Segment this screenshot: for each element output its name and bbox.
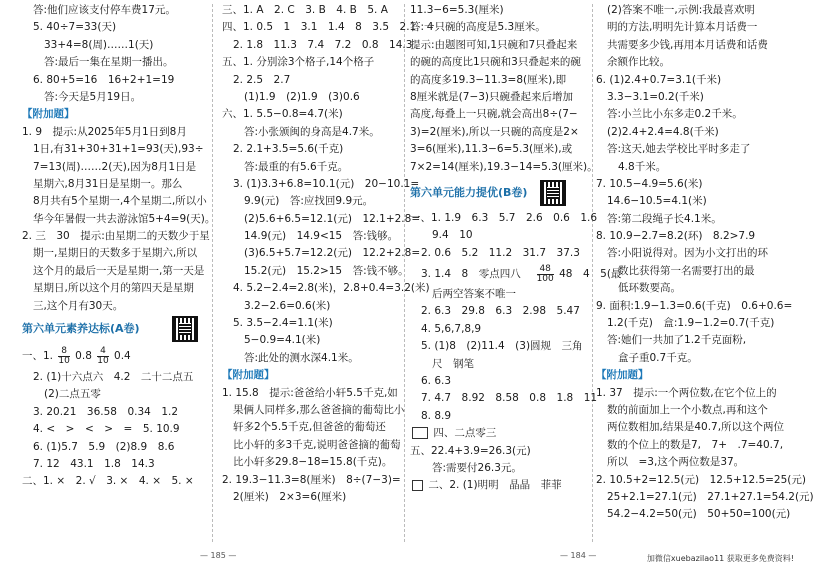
unit-title — [410, 176, 588, 210]
text-line: 共需要多少钱,再用本月话费和话费 — [607, 38, 768, 51]
text-line: 2. 2.1+3.5=5.6(千克) — [233, 143, 344, 156]
decimal-value: 0.4 — [114, 350, 131, 363]
text-line: 6. 80+5=16 16+2+1=19 — [33, 73, 175, 86]
checkbox-icon — [412, 480, 423, 491]
answer-column-1 — [22, 2, 216, 540]
text-line: 轩多2个5.5千克,但爸爸的葡萄还 — [233, 421, 386, 434]
text-line: 7. 10.5−4.9=5.6(米) — [596, 177, 703, 190]
text-line: 14.9(元) 14.9<15 答:钱够。 — [244, 230, 399, 243]
text-line: 一、1. 1.9 6.3 5.7 2.6 0.6 1.6 — [410, 211, 598, 224]
text-line: 答:最重的有5.6千克。 — [244, 160, 349, 173]
text-line: (2)答案不唯一,示例:我最喜欢明 — [607, 4, 755, 16]
answer-column-4 — [596, 2, 814, 540]
text-line: 2. 2.5 2.7 — [233, 73, 291, 86]
text-line: 数比获得第一名需要打出的最 — [618, 264, 755, 277]
text-line: 4.8千米。 — [618, 160, 667, 173]
watermark-text: 加微信xuebazilao11 获取更多免费资料! — [646, 554, 794, 563]
section-heading: 【附加题】 — [596, 369, 649, 382]
text-line — [410, 425, 588, 442]
fraction: $\frac{48}{100}$ — [536, 263, 554, 284]
text-line: 2(厘米) 2×3=6(厘米) — [233, 490, 347, 503]
decimal-value: 0.8 — [75, 350, 92, 363]
text-line: 三,这个月有30天。 — [33, 299, 124, 312]
text-line: 高度,每叠上一只碗,就会高出8÷(7− — [410, 108, 578, 121]
text-line: 二、1. × 2. √ 3. × 4. × 5. × — [22, 475, 194, 488]
text-line: 星期日,所以这个月的第四天是星期 — [33, 282, 194, 295]
text-line: 明的方法,明明先计算本月话费一 — [607, 21, 758, 34]
answer-text: 48 4 5(最 — [559, 268, 622, 281]
text-line: 1. 9 提示:从2025年5月1日到8月 — [22, 125, 187, 138]
text-line — [410, 477, 588, 494]
answer-column-3 — [410, 2, 622, 540]
text-line: 2. (1)十六点六 4.2 二十二点五 — [33, 371, 194, 384]
text-line: 7×2=14(厘米),19.3−14=5.3(厘米)。 — [410, 160, 598, 173]
text-line: 15.2(元) 15.2>15 答:钱不够。 — [244, 264, 409, 277]
text-line: 余额作比较。 — [607, 56, 670, 69]
text-line: 答:一只碗的高度是5.3厘米。 — [410, 21, 546, 34]
text-line: 6. (1)5.7 5.9 (2)8.9 8.6 — [33, 440, 175, 453]
text-line: 6. (1)2.4+0.7=3.1(千米) — [596, 73, 722, 86]
unit-title-text: 第六单元素养达标(A卷) — [22, 322, 140, 336]
fraction: $\frac{8}{10}$ — [58, 345, 70, 366]
text-line: 54.2−4.2=50(元) 50+50=100(元) — [607, 508, 791, 521]
text-line: 2. 三 30 提示:由星期二的天数少于星 — [22, 230, 210, 243]
text-line: 14.6−10.5=4.1(米) — [607, 195, 707, 208]
text-line: 9.9(元) 答:应找回9.9元。 — [244, 195, 374, 208]
text-line: 3)=2(厘米),所以一只碗的高度是2× — [410, 125, 579, 138]
text-line: 2. 10.5+2=12.5(元) 12.5+12.5=25(元) — [596, 473, 806, 486]
text-line: 比小轩多29.8−18=15.8(千克)。 — [233, 456, 393, 469]
text-line: (3)6.5+5.7=12.2(元) 12.2+2.8= — [244, 247, 421, 260]
text-line: 2. 19.3−11.3=8(厘米) 8÷(7−3)= — [222, 473, 401, 486]
text-line: (2)5.6+6.5=12.1(元) 12.1+2.8= — [244, 212, 421, 225]
text-line: 盒子重0.7千克。 — [618, 351, 698, 364]
unit-title — [22, 315, 198, 343]
page-number-left: — 185 — — [200, 551, 237, 560]
text-line: 3.3−3.1=0.2(千米) — [607, 90, 704, 103]
text-line: 4. 5,6,7,8,9 — [421, 322, 482, 335]
text-line: 2. 6.3 29.8 6.3 2.98 5.47 — [421, 305, 580, 318]
text-line: 答:小张颁闽的身高是4.7米。 — [244, 125, 380, 138]
text-line: 3. (1)3.3+6.8=10.1(元) 20−10.1= — [233, 177, 420, 190]
text-line: 四、1. 0.5 1 3.1 1.4 8 3.5 2.1 4 — [222, 21, 434, 34]
unit-title-text: 第六单元能力提优(B卷) — [410, 185, 528, 199]
text-line: 8月共有5个星期一,4个星期二,所以小 — [33, 195, 207, 208]
text-line: (1)1.9 (2)1.9 (3)0.6 — [244, 90, 360, 103]
text-line: 答:需要付26.3元。 — [432, 461, 522, 474]
text-line: 4. 5.2−2.4=2.8(米)，2.8+0.4=3.2(米) — [233, 282, 430, 295]
text-line: 33+4=8(周)……1(天) — [44, 38, 154, 51]
text-line: 三、1. A 2. C 3. B 4. B 5. A — [222, 4, 388, 16]
text-line: 低环数要高。 — [618, 282, 681, 295]
text-line: 提示:由题图可知,1只碗和7只叠起来 — [410, 38, 578, 51]
text-line: 9.4 10 — [432, 229, 473, 242]
page-number-right: — 184 — — [560, 551, 597, 560]
text-line: 答:第二段绳子长4.1米。 — [607, 212, 722, 225]
text-line: 这个月的最后一天是星期一,第一天是 — [33, 264, 205, 277]
text-line: 2. 1.8 11.3 7.4 7.2 0.8 14.3 — [233, 38, 413, 51]
text-line: 比小轩的多3千克,说明爸爸摘的葡萄 — [233, 438, 401, 451]
qr-code-icon — [172, 316, 198, 342]
text-line: 的高度多19.3−11.3=8(厘米),即 — [410, 73, 567, 86]
text-line: 8. 8.9 — [421, 409, 452, 422]
text-line: 5. (1)8 (2)11.4 (3)圆规 三角 — [421, 340, 583, 353]
column-divider — [212, 4, 213, 542]
qr-code-icon — [540, 180, 566, 206]
text-line: 果俩人同样多,那么爸爸摘的葡萄比小 — [233, 403, 405, 416]
text-line: 答:她们一共加了1.2千克面粉, — [607, 334, 747, 347]
text-line: 的碗的高度比1只碗和3只叠起来的碗 — [410, 56, 581, 69]
text-line: 尺 钢笔 — [432, 357, 474, 370]
text-line: 3=6(厘米),11.3−6=5.3(厘米),或 — [410, 143, 573, 156]
answer-text: 四、二点零三 — [433, 427, 497, 440]
text-line: 2. 0.6 5.2 11.2 31.7 37.3 — [421, 246, 580, 259]
text-line: (2)2.4+2.4=4.8(千米) — [607, 125, 719, 138]
text-line: 5−0.9=4.1(米) — [244, 334, 321, 347]
fraction: $\frac{4}{10}$ — [97, 345, 109, 366]
text-line — [410, 262, 622, 286]
text-line: 华今年暑假一共去游泳馆5+4=9(天)。 — [33, 212, 216, 225]
text-line: 答:最后一集在星期一播出。 — [44, 56, 174, 69]
text-line: 两位数相加,结果是40.7,所以这个两位 — [607, 421, 785, 434]
text-line: 8. 10.9−2.7=8.2(环) 8.2>7.9 — [596, 230, 756, 243]
text-line: 答:今天是5月19日。 — [44, 90, 142, 103]
text-line: 8厘米就是(7−3)只碗叠起来后增加 — [410, 90, 574, 103]
text-line: 5. 40÷7=33(天) — [33, 21, 117, 34]
text-line: 答:这天,她去学校比平时多走了 — [607, 143, 751, 156]
question-label: 3. 1.4 8 零点四八 — [421, 268, 532, 281]
section-heading: 【附加题】 — [22, 108, 75, 121]
text-line: 五、22.4+3.9=26.3(元) — [410, 444, 531, 457]
text-line: 星期六,8月31日是星期一。那么 — [33, 177, 183, 190]
text-line: 1. 37 提示:一个两位数,在它个位上的 — [596, 386, 777, 399]
text-line: 3. 20.21 36.58 0.34 1.2 — [33, 405, 179, 418]
text-line: 4. < > < > = 5. 10.9 — [33, 423, 180, 436]
text-line: 六、1. 5.5−0.8=4.7(米) — [222, 108, 343, 121]
section-heading: 【附加题】 — [222, 369, 275, 382]
text-line: 6. 6.3 — [421, 375, 452, 388]
text-line: 9. 面积:1.9−1.3=0.6(千克) 0.6+0.6= — [596, 299, 793, 312]
text-line: 答:此处的测水深4.1米。 — [244, 351, 359, 364]
question-label: 一、1. — [22, 350, 54, 363]
text-line: 1. 15.8 提示:爸爸给小轩5.5千克,如 — [222, 386, 398, 399]
text-line: 数的个位上的数是7, 7+ .7=40.7, — [607, 438, 784, 451]
text-line: 期一,星期日的天数多于星期六,所以 — [33, 247, 198, 260]
answer-text: 二、2. (1)明明 晶晶 菲菲 — [428, 479, 562, 492]
answer-column-2 — [222, 2, 434, 540]
text-line: 所以 =3,这个两位数是37。 — [607, 456, 745, 469]
text-line: (2)二点五零 — [44, 388, 101, 401]
text-line: 数的前面加上一个小数点,再和这个 — [607, 403, 768, 416]
text-line: 7=13(周)……2(天),因为8月1日是 — [33, 160, 197, 173]
text-line: 5. 3.5−2.4=1.1(米) — [233, 317, 333, 330]
text-line: 25+2.1=27.1(元) 27.1+27.1=54.2(元) — [607, 490, 814, 503]
text-line: 7. 12 43.1 1.8 14.3 — [33, 457, 155, 470]
text-line: 1日,有31+30+31+1=93(天),93÷ — [33, 143, 204, 156]
text-line: 答:小阳说得对。因为小文打出的环 — [607, 247, 769, 260]
text-line: 五、1. 分别涂3个格子,14个格子 — [222, 56, 375, 69]
text-line: 答:他们应该支付停车费17元。 — [33, 4, 176, 16]
text-line: 11.3−6=5.3(厘米) — [410, 4, 504, 16]
text-line — [22, 343, 198, 369]
text-line: 后两空答案不唯一 — [432, 288, 516, 301]
place-value-icon — [412, 427, 428, 439]
text-line: 1.2(千克) 盒:1.9−1.2=0.7(千克) — [607, 317, 775, 330]
text-line: 7. 4.7 8.92 8.58 0.8 1.8 11 — [421, 392, 598, 405]
text-line: 答:小兰比小东多走0.2千米。 — [607, 108, 743, 121]
text-line: 3.2−2.6=0.6(米) — [244, 299, 331, 312]
